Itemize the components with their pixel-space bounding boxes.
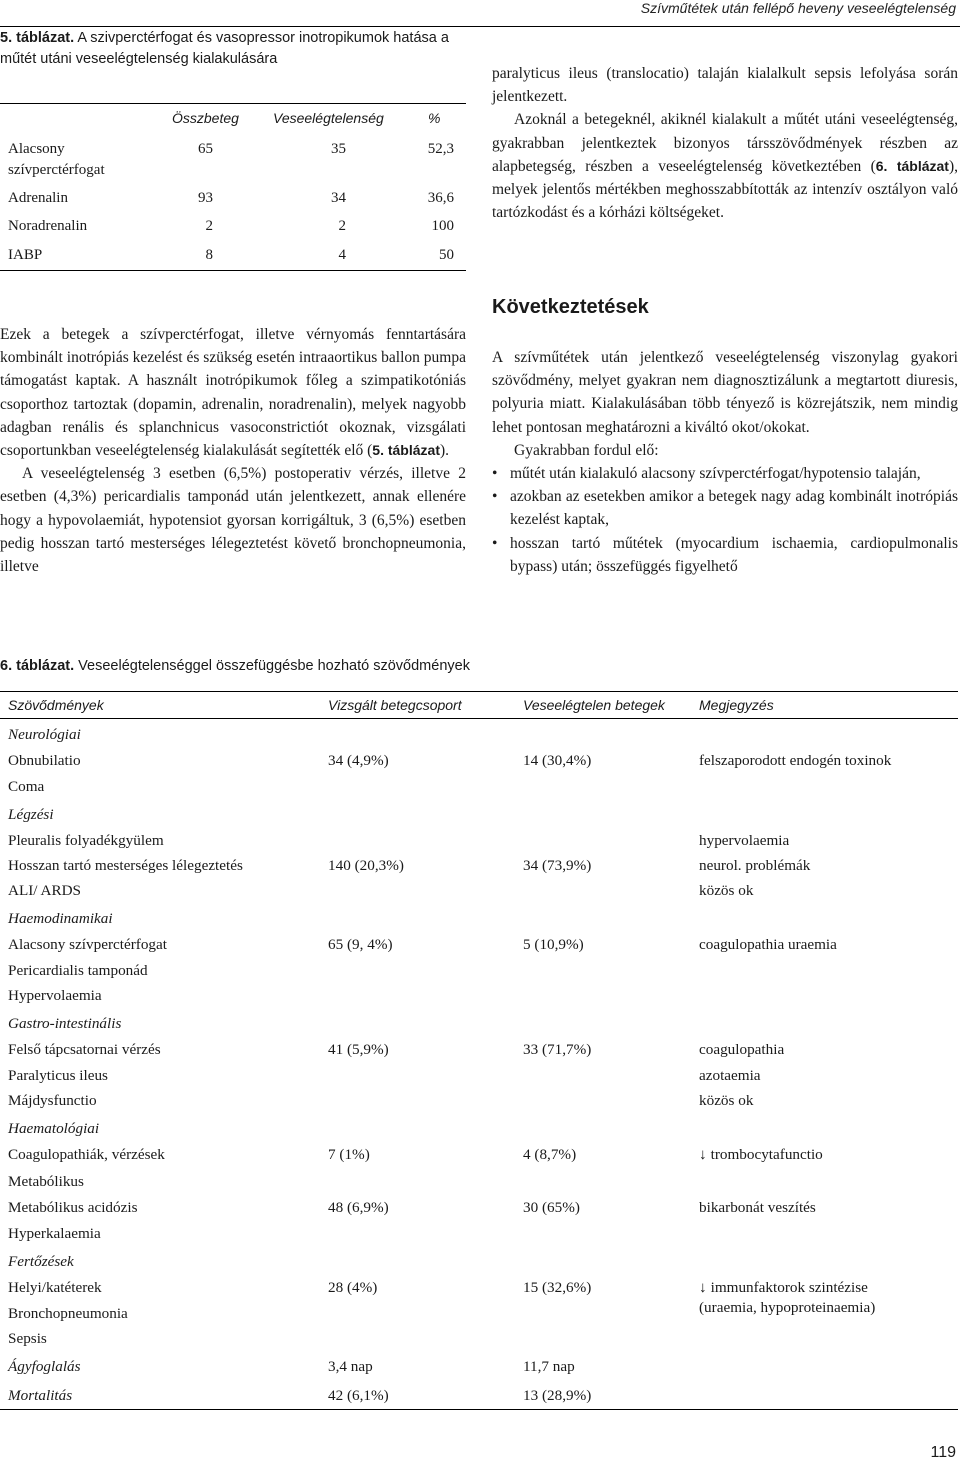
table-row <box>8 1224 952 1250</box>
paragraph: Ezek a betegek a szívperctérfogat, illetve vérnyomás fenntartására kombinált inotrópiás kezelést és szükség esetén intraaortikus ballon pumpa támogatást kaptak. A használt inotrópikumok főleg a szimpatikotóniás csoporthoz tartoztak (dopamin, adrenalin, noradrenalin), melyek nagyobb adagban renális és splanchnicus vasoconstrictiót okoznak, vizsgálati csoportunkban veseelégtelenség kialakulását segítették elő (5. táblázat). <box>0 326 466 460</box>
right-column-text-top <box>492 62 958 224</box>
cell-c1: 48 (6,9%) <box>328 1199 389 1216</box>
table5-caption-label: 5. táblázat. <box>0 30 75 46</box>
cell-renal: 34 <box>331 190 346 206</box>
table6-bottom-rule <box>0 1409 958 1410</box>
table-row <box>8 961 952 987</box>
cell-c1: 41 (5,9%) <box>328 1041 389 1058</box>
cell-pct: 100 <box>431 218 454 234</box>
table6-caption-text: Veseelégtelenséggel összefüggésbe hozható szövődmények <box>74 658 470 674</box>
cell-c0: Hyperkalaemia <box>8 1225 101 1242</box>
row-label: Adrenalin <box>8 190 68 206</box>
table6-caption-label: 6. táblázat. <box>0 658 75 674</box>
paragraph: A veseelégtelenség 3 esetben (6,5%) postoperativ vérzés, illetve 2 esetben (4,3%) pericardialis tamponád után jelentkezett, annak ellenére hogy a hypovolaemiát, hypotensiot gyorsan korrigáltuk, 3 (6,5%) esetben pedig hosszan tartó mesterséges lélegeztetést követő bronchopneumonia, illetve <box>0 465 466 576</box>
cell-c0: Obnubilatio <box>8 752 81 769</box>
table-row <box>8 935 952 961</box>
cell-c0: Pericardialis tamponád <box>8 962 148 979</box>
running-header: Szívműtétek után fellépő heveny veseelégtelenség <box>640 0 956 16</box>
cell-c0: Helyi/katéterek <box>8 1279 102 1296</box>
list-item: • hosszan tartó műtétek (myocardium ischaemia, cardiopulmonalis bypass) után; összefüggés figyelhető <box>492 532 958 578</box>
cell-c1: 65 (9, 4%) <box>328 936 393 953</box>
cell-renal: 35 <box>331 141 346 157</box>
bullet-list <box>492 462 958 578</box>
cell-c3: bikarbonát veszítés <box>699 1199 816 1216</box>
table-row <box>8 1304 952 1330</box>
cell-c1: 34 (4,9%) <box>328 752 389 769</box>
cell-total: 93 <box>198 190 213 206</box>
paragraph: paralyticus ileus (translocatio) talaján kialalkult sepsis lefolyása során jelentkezett. <box>492 65 958 106</box>
cell-c0: Coma <box>8 778 45 795</box>
table-row <box>8 1145 952 1171</box>
cell-c3 <box>699 1145 823 1165</box>
down-arrow-icon: ↓ <box>699 1146 707 1163</box>
table-category-row <box>8 725 952 751</box>
cell-c2: 13 (28,9%) <box>523 1387 592 1404</box>
cell-c0: Mortalitás <box>8 1387 73 1404</box>
table-row <box>8 777 952 803</box>
right-column-text-bottom <box>492 346 958 578</box>
table-row <box>8 1040 952 1066</box>
cell-pct: 52,3 <box>427 141 454 157</box>
cell-total: 8 <box>205 247 213 263</box>
paragraph: A szívműtétek után jelentkező veseelégtelenség viszonylag gyakori szövődmény, melyet gyakran nem diagnosztizálunk a megtartott diuresis, polyuria miatt. Kialakulásában több tényező is közrejátszik, nem mindig lehet pontosan meghatározni a kiváltó okot/okokat. <box>492 349 958 436</box>
cell-c2: 4 (8,7%) <box>523 1146 577 1163</box>
table-category-row <box>8 1119 952 1145</box>
table6-top-rule <box>0 691 958 692</box>
table-category-row <box>8 909 952 935</box>
table-row <box>8 1172 952 1198</box>
table6-header-notes: Megjegyzés <box>699 697 774 713</box>
row-label: IABP <box>8 247 43 263</box>
cell-c0: Coagulopathiák, vérzések <box>8 1146 165 1163</box>
table-row <box>8 1198 952 1224</box>
table-row <box>8 1091 952 1117</box>
cell-c0: Metabólikus <box>8 1173 84 1190</box>
note-text: trombocytafunctio <box>710 1146 823 1163</box>
table5-top-rule <box>0 103 466 104</box>
table-row <box>8 751 952 777</box>
table5-bottom-rule <box>0 270 466 271</box>
cell-total: 65 <box>198 141 213 157</box>
table5-header-renal: Veseelégtelenség <box>273 110 384 126</box>
note-text: immunfaktorok szintézise <box>710 1279 868 1296</box>
cell-c0: Felső tápcsatornai vérzés <box>8 1041 161 1058</box>
cell-c2: 34 (73,9%) <box>523 857 592 874</box>
list-item: • műtét után kialakuló alacsony szívperctérfogat/hypotensio talaján, <box>492 462 958 485</box>
table-category-row <box>8 1252 952 1278</box>
table-row <box>8 1066 952 1092</box>
cell-c0: Metabólikus acidózis <box>8 1199 138 1216</box>
cell-c2: 11,7 nap <box>523 1358 575 1375</box>
row-label: Alacsony szívperctérfogat <box>8 141 105 178</box>
list-item: • azokban az esetekben amikor a betegek nagy adag kombinált inotrópiás kezelést kaptak, <box>492 485 958 531</box>
cell-c0: Haematológiai <box>8 1120 100 1137</box>
cell-c2: 5 (10,9%) <box>523 936 584 953</box>
cell-c3: coagulopathia <box>699 1041 785 1058</box>
left-column-text <box>0 323 466 578</box>
cell-c0: ALI/ ARDS <box>8 882 81 899</box>
cell-c0: Alacsony szívperctérfogat <box>8 936 167 953</box>
cell-c1: 7 (1%) <box>328 1146 370 1163</box>
table5-caption <box>0 28 470 70</box>
cell-c0: Hypervolaemia <box>8 987 102 1004</box>
cell-c0: Paralyticus ileus <box>8 1067 108 1084</box>
table6-header-rule <box>0 718 958 719</box>
cell-c3: neurol. problémák <box>699 857 811 874</box>
table-category-row <box>8 1357 952 1383</box>
table5-header-total: Összbeteg <box>172 110 239 126</box>
cell-c0: Bronchopneumonia <box>8 1305 128 1322</box>
cell-c3: közös ok <box>699 882 754 899</box>
cell-c0: Gastro-intestinális <box>8 1015 122 1032</box>
cell-renal: 4 <box>338 247 346 263</box>
cell-renal: 2 <box>338 218 346 234</box>
table-row <box>8 986 952 1012</box>
down-arrow-icon: ↓ <box>699 1279 707 1296</box>
note-text-continued: (uraemia, hypoproteinaemia) <box>699 1299 876 1316</box>
cell-c3: hypervolaemia <box>699 832 790 849</box>
cell-c3: coagulopathia uraemia <box>699 936 837 953</box>
cell-c0: Májdysfunctio <box>8 1092 97 1109</box>
cell-c1: 3,4 nap <box>328 1358 373 1375</box>
table-row <box>8 856 952 882</box>
cell-c0: Ágyfoglalás <box>8 1358 81 1375</box>
header-rule <box>0 26 960 27</box>
cell-total: 2 <box>205 218 213 234</box>
table5-row <box>8 139 464 181</box>
table-row <box>8 881 952 907</box>
section-heading-conclusions: Következtetések <box>492 296 649 318</box>
cell-c2: 14 (30,4%) <box>523 752 592 769</box>
table5-caption-text: A szivperctérfogat és vasopressor inotropikumok hatása a műtét utáni veseelégtelenség kialakulására <box>0 30 449 67</box>
table-row <box>8 831 952 857</box>
cell-c1: 42 (6,1%) <box>328 1387 389 1404</box>
cell-pct: 36,6 <box>427 190 454 206</box>
cell-c2: 15 (32,6%) <box>523 1279 592 1296</box>
cell-c1: 28 (4%) <box>328 1279 378 1296</box>
cell-c2: 33 (71,7%) <box>523 1041 592 1058</box>
row-label: Noradrenalin <box>8 218 88 234</box>
cell-c3: azotaemia <box>699 1067 761 1084</box>
cell-pct: 50 <box>439 247 454 263</box>
cell-c1: 140 (20,3%) <box>328 857 404 874</box>
cell-c0: Hosszan tartó mesterséges lélegeztetés <box>8 857 243 874</box>
table6-header-renal-patients: Veseelégtelen betegek <box>523 697 665 713</box>
table-row <box>8 1329 952 1355</box>
cell-c2: 30 (65%) <box>523 1199 580 1216</box>
cell-c3: felszaporodott endogén toxinok <box>699 752 892 769</box>
table-category-row <box>8 805 952 831</box>
table6-caption <box>0 656 700 677</box>
cell-c0: Pleuralis folyadékgyülem <box>8 832 164 849</box>
cell-c0: Sepsis <box>8 1330 47 1347</box>
table-category-row <box>8 1014 952 1040</box>
cell-c0: Légzési <box>8 806 54 823</box>
cell-c3: közös ok <box>699 1092 754 1109</box>
paragraph: Azoknál a betegeknél, akiknél kialakult a műtét utáni veseelégtenség, gyakrabban jelentkeztek bizonyos társszövődmények részben az alapbetegség, részben a veseelégtelenség következtében (6. táblázat), melyek jelentős mértékben meghosszabbították az intenzív osztályon való tartózkodást és a kórházi költségeket. <box>492 111 958 222</box>
cell-c0: Haemodinamikai <box>8 910 113 927</box>
table6-header-complications: Szövődmények <box>8 697 104 713</box>
table6-header-study-group: Vizsgált betegcsoport <box>328 697 462 713</box>
cell-c0: Fertőzések <box>8 1253 74 1270</box>
page-number: 119 <box>930 1444 956 1461</box>
cell-c0: Neurológiai <box>8 726 81 743</box>
paragraph: Gyakrabban fordul elő: <box>514 441 659 459</box>
table5-header-pct: % <box>428 110 441 126</box>
